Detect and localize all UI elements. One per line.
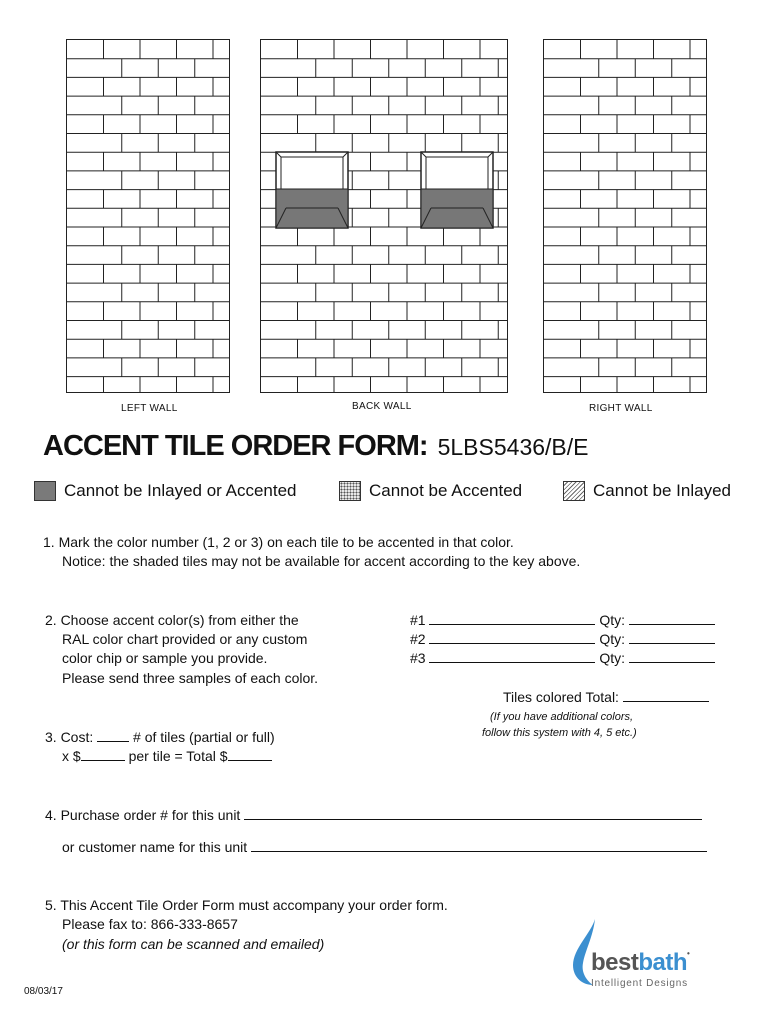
step3-line1 (45, 727, 275, 747)
shower-niche (276, 152, 348, 228)
step2-line2: RAL color chart provided or any custom (62, 631, 308, 647)
right-wall-diagram[interactable] (543, 39, 707, 393)
additional-colors-note-2: follow this system with 4, 5 etc.) (482, 727, 637, 739)
left-wall-tiles (67, 40, 229, 392)
qty-label: Qty: (599, 631, 626, 647)
tiles-total-field[interactable] (623, 687, 709, 702)
left-wall-diagram[interactable] (66, 39, 230, 393)
form-title-main: ACCENT TILE ORDER FORM: (43, 430, 428, 462)
key-label: Cannot be Accented (369, 481, 523, 500)
model-number: 5LBS5436/B/E (437, 434, 589, 460)
back-wall-label: BACK WALL (352, 401, 412, 412)
solid-gray-swatch (34, 481, 56, 501)
color-row-1 (410, 610, 715, 630)
color-row-2 (410, 629, 715, 649)
right-wall-tiles (544, 40, 706, 392)
tile-count-label: # of tiles (partial or full) (133, 729, 275, 745)
color-number: #3 (410, 650, 426, 666)
step4-line1 (45, 805, 702, 825)
shower-niche (421, 152, 493, 228)
step1-line1: 1. Mark the color number (1, 2 or 3) on each tile to be accented in that color. (43, 534, 514, 550)
key-item-inlay (563, 480, 731, 502)
left-wall-label: LEFT WALL (121, 403, 178, 414)
color-3-field[interactable] (429, 648, 595, 663)
revision-date: 08/03/17 (24, 986, 63, 997)
qty-label: Qty: (599, 650, 626, 666)
step2-line1: 2. Choose accent color(s) from either the (45, 612, 299, 628)
step2-line3: color chip or sample you provide. (62, 650, 268, 666)
color-1-field[interactable] (429, 610, 595, 625)
color-row-3 (410, 648, 715, 668)
key-item-accent (339, 480, 522, 502)
customer-name-label: or customer name for this unit (62, 839, 248, 855)
key-label: Cannot be Inlayed (593, 481, 731, 500)
back-wall-tiles (261, 40, 507, 392)
form-title (43, 430, 589, 463)
hatched-swatch (563, 481, 585, 501)
bestbath-logo (565, 915, 735, 995)
step5-line2: Please fax to: 866-333-8657 (62, 916, 238, 932)
qty-3-field[interactable] (629, 648, 715, 663)
po-number-field[interactable] (244, 805, 702, 820)
total-field[interactable] (228, 746, 272, 761)
back-wall-diagram[interactable] (260, 39, 508, 393)
tiles-total-row (503, 687, 709, 707)
step1-line2: Notice: the shaded tiles may not be available for accent according to the key above. (62, 553, 581, 569)
step3-line2 (62, 746, 272, 766)
key-label: Cannot be Inlayed or Accented (64, 481, 297, 500)
cost-label: 3. Cost: (45, 729, 94, 745)
qty-label: Qty: (599, 612, 626, 628)
total-label: per tile = Total $ (128, 748, 228, 764)
step4-line2 (62, 837, 707, 857)
key-item-inlay-accent (34, 480, 297, 502)
price-prefix: x $ (62, 748, 81, 764)
qty-1-field[interactable] (629, 610, 715, 625)
customer-name-field[interactable] (251, 837, 707, 852)
additional-colors-note-1: (If you have additional colors, (490, 711, 634, 723)
price-per-tile-field[interactable] (81, 746, 125, 761)
logo-tagline: Intelligent Designs (591, 978, 688, 989)
tiles-total-label: Tiles colored Total: (503, 689, 619, 705)
step5-line3: (or this form can be scanned and emailed) (62, 936, 325, 952)
logo-best: best (591, 949, 639, 976)
color-number: #2 (410, 631, 426, 647)
dotted-swatch (339, 481, 361, 501)
color-2-field[interactable] (429, 629, 595, 644)
step5-line1: 5. This Accent Tile Order Form must accompany your order form. (45, 897, 448, 913)
step2-line4: Please send three samples of each color. (62, 670, 319, 686)
tile-count-field[interactable] (97, 727, 129, 742)
color-number: #1 (410, 612, 426, 628)
po-label: 4. Purchase order # for this unit (45, 807, 241, 823)
right-wall-label: RIGHT WALL (589, 403, 653, 414)
logo-wordmark: bestbath• (591, 949, 690, 976)
qty-2-field[interactable] (629, 629, 715, 644)
logo-bath: bath (638, 949, 688, 976)
